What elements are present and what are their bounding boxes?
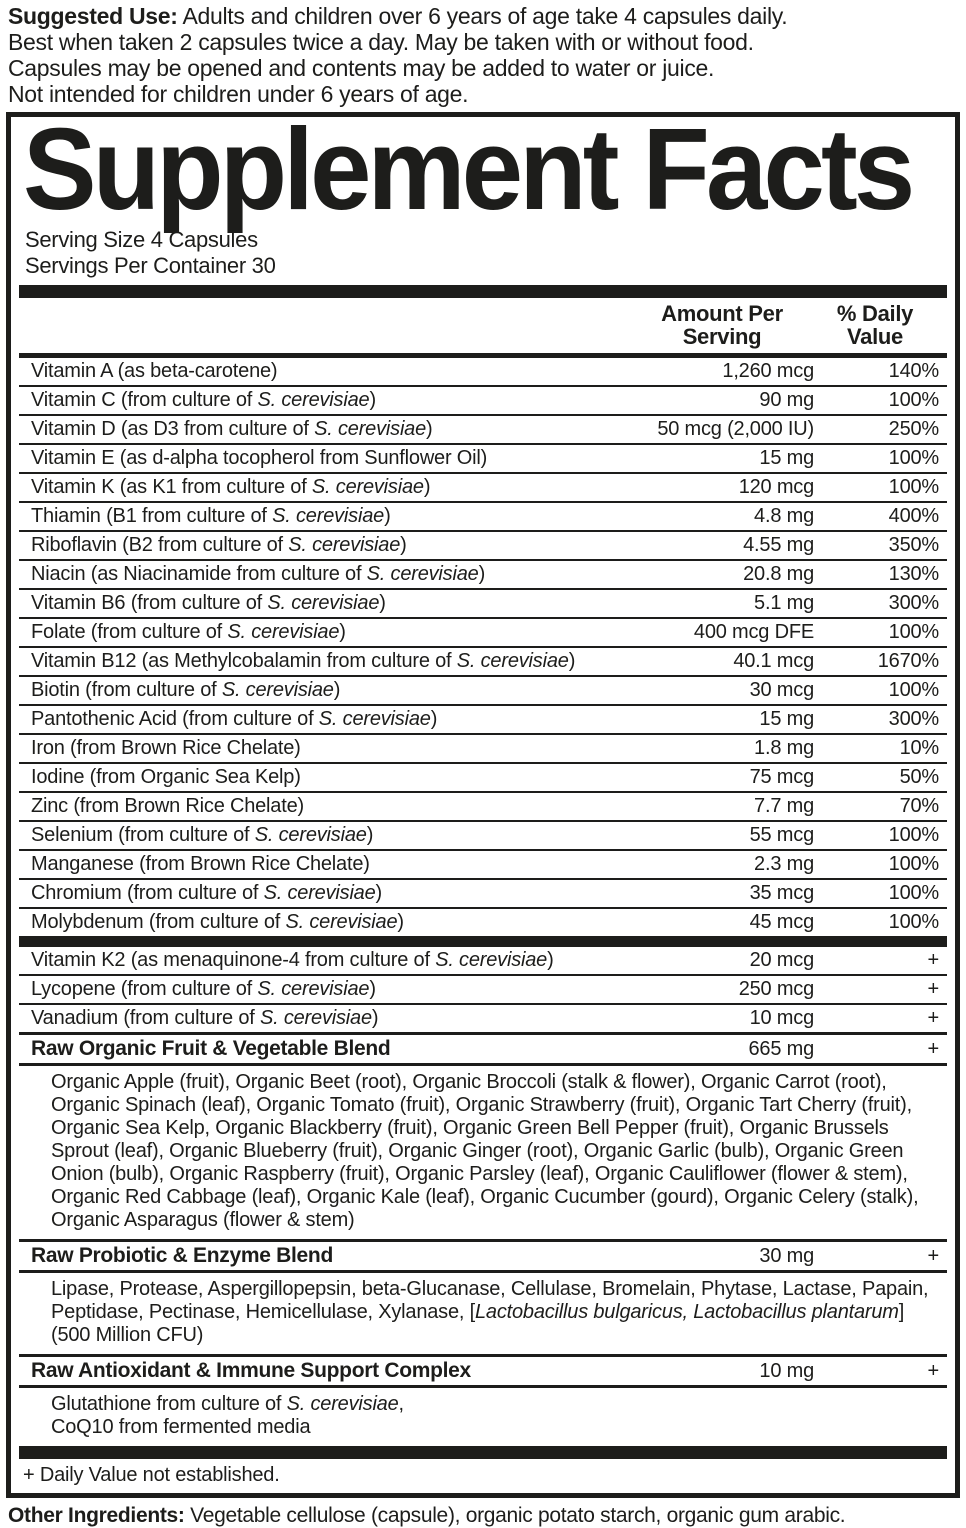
nutrient-name: Iodine (from Organic Sea Kelp) xyxy=(31,766,301,788)
nutrient-name: Chromium (from culture of S. cerevisiae) xyxy=(31,882,383,904)
nutrient-daily-value: + xyxy=(927,1360,939,1382)
nutrient-daily-value: 350% xyxy=(888,534,939,556)
nutrient-daily-value: 50% xyxy=(899,766,939,788)
nonestablished-nutrient-rows xyxy=(19,947,947,1032)
nutrient-name: Vitamin D (as D3 from culture of S. cerevisiae) xyxy=(31,418,433,440)
nutrient-daily-value: 100% xyxy=(888,853,939,875)
nutrient-row xyxy=(19,974,947,1003)
nutrient-amount: 665 mg xyxy=(748,1038,814,1060)
nutrient-name: Manganese (from Brown Rice Chelate) xyxy=(31,853,370,875)
nutrient-amount: 7.7 mg xyxy=(754,795,814,817)
nutrient-name: Raw Antioxidant & Immune Support Complex xyxy=(31,1359,471,1382)
nutrient-row xyxy=(19,385,947,414)
supplement-facts-panel xyxy=(6,104,960,1498)
nutrient-amount: 20.8 mg xyxy=(743,563,814,585)
nutrient-daily-value: 100% xyxy=(888,911,939,933)
nutrient-row xyxy=(19,472,947,501)
nutrient-name: Vitamin B12 (as Methylcobalamin from culture of S. cerevisiae) xyxy=(31,650,576,672)
blend-header-row xyxy=(19,1354,947,1385)
nutrient-name: Iron (from Brown Rice Chelate) xyxy=(31,737,301,759)
nutrient-row xyxy=(19,530,947,559)
nutrient-row xyxy=(19,733,947,762)
nutrient-amount: 15 mg xyxy=(759,447,814,469)
nutrient-daily-value: 100% xyxy=(888,621,939,643)
nutrient-amount: 2.3 mg xyxy=(754,853,814,875)
nutrient-amount: 45 mcg xyxy=(749,911,814,933)
nutrient-daily-value: 100% xyxy=(888,679,939,701)
nutrient-daily-value: + xyxy=(927,949,939,971)
nutrient-row xyxy=(19,878,947,907)
nutrient-daily-value: 100% xyxy=(888,389,939,411)
nutrient-name: Vitamin B6 (from culture of S. cerevisiae) xyxy=(31,592,386,614)
blend-ingredients: Lipase, Protease, Aspergillopepsin, beta-Glucanase, Cellulase, Bromelain, Phytase, Lactase, Papain, Peptidase, Pectinase, Hemicellulase, Xylanase, [Lactobacillus bulgaricus, Lactobacillus plantarum] (500 Million CFU) xyxy=(19,1270,947,1354)
nutrient-daily-value: 1670% xyxy=(877,650,939,672)
nutrient-amount: 40.1 mcg xyxy=(733,650,814,672)
nutrient-name: Selenium (from culture of S. cerevisiae) xyxy=(31,824,374,846)
nutrient-amount: 1.8 mg xyxy=(754,737,814,759)
nutrient-name: Zinc (from Brown Rice Chelate) xyxy=(31,795,304,817)
nutrient-name: Folate (from culture of S. cerevisiae) xyxy=(31,621,346,643)
nutrient-row xyxy=(19,947,947,974)
divider-bar-top xyxy=(19,285,947,298)
nutrient-amount: 4.8 mg xyxy=(754,505,814,527)
nutrient-row xyxy=(19,414,947,443)
nutrient-row xyxy=(19,617,947,646)
nutrient-amount: 120 mcg xyxy=(738,476,814,498)
nutrient-daily-value: 70% xyxy=(899,795,939,817)
nutrient-row xyxy=(19,907,947,936)
nutrient-name: Vitamin C (from culture of S. cerevisiae) xyxy=(31,389,376,411)
nutrient-amount: 35 mcg xyxy=(749,882,814,904)
nutrient-amount: 4.55 mg xyxy=(743,534,814,556)
nutrient-name: Pantothenic Acid (from culture of S. cerevisiae) xyxy=(31,708,438,730)
servings-per-container: Servings Per Container 30 xyxy=(25,253,276,278)
nutrient-amount: 75 mcg xyxy=(749,766,814,788)
nutrient-row xyxy=(19,704,947,733)
nutrient-row xyxy=(19,588,947,617)
divider-bar-middle xyxy=(19,936,947,947)
nutrient-daily-value: 10% xyxy=(899,737,939,759)
nutrient-row xyxy=(19,762,947,791)
nutrient-amount: 20 mcg xyxy=(749,949,814,971)
supplement-label-page xyxy=(0,3,966,1527)
panel-title: Supplement Facts xyxy=(23,104,912,234)
nutrient-name: Raw Probiotic & Enzyme Blend xyxy=(31,1244,333,1267)
blend-ingredients: Glutathione from culture of S. cerevisiae, CoQ10 from fermented media xyxy=(19,1385,947,1446)
daily-value-footnote: + Daily Value not established. xyxy=(23,1464,280,1486)
nutrient-daily-value: 100% xyxy=(888,882,939,904)
nutrient-daily-value: 140% xyxy=(888,360,939,382)
nutrient-name: Vitamin K2 (as menaquinone-4 from culture of S. cerevisiae) xyxy=(31,949,554,971)
column-headers xyxy=(19,298,947,358)
nutrient-name: Niacin (as Niacinamide from culture of S. cerevisiae) xyxy=(31,563,486,585)
nutrient-name: Biotin (from culture of S. cerevisiae) xyxy=(31,679,341,701)
nutrient-amount: 55 mcg xyxy=(749,824,814,846)
nutrient-name: Vitamin E (as d-alpha tocopherol from Sunflower Oil) xyxy=(31,447,488,469)
blend-ingredients: Organic Apple (fruit), Organic Beet (root), Organic Broccoli (stalk & flower), Organic Carrot (root), Organic Spinach (leaf), Organic Tomato (fruit), Organic Strawberry (fruit), Organic Tart Cherry (fruit), Organic Sea Kelp, Organic Blackberry (fruit), Organic Green Bell Pepper (fruit), Organic Brussels Sprout (leaf), Organic Blueberry (fruit), Organic Ginger (root), Organic Garlic (bulb), Organic Green Onion (bulb), Organic Raspberry (fruit), Organic Parsley (leaf), Organic Cauliflower (flower & stem), Organic Red Cabbage (leaf), Organic Kale (leaf), Organic Cucumber (gourd), Organic Celery (stalk), Organic Asparagus (flower & stem) xyxy=(19,1063,947,1239)
daily-value-header: % Daily Value xyxy=(836,301,914,349)
nutrient-daily-value: 100% xyxy=(888,824,939,846)
nutrient-daily-value: 250% xyxy=(888,418,939,440)
nutrient-name: Vanadium (from culture of S. cerevisiae) xyxy=(31,1007,379,1029)
nutrient-amount: 5.1 mg xyxy=(754,592,814,614)
nutrient-name: Vitamin A (as beta-carotene) xyxy=(31,360,278,382)
nutrient-daily-value: 130% xyxy=(888,563,939,585)
nutrient-name: Thiamin (B1 from culture of S. cerevisiae) xyxy=(31,505,391,527)
nutrient-row xyxy=(19,559,947,588)
nutrient-daily-value: 100% xyxy=(888,447,939,469)
nutrient-daily-value: 300% xyxy=(888,708,939,730)
nutrient-daily-value: + xyxy=(927,1007,939,1029)
nutrient-amount: 15 mg xyxy=(759,708,814,730)
nutrient-row xyxy=(19,820,947,849)
nutrient-row xyxy=(19,675,947,704)
nutrient-daily-value: 400% xyxy=(888,505,939,527)
serving-size: Serving Size 4 Capsules xyxy=(25,227,258,252)
nutrient-daily-value: 100% xyxy=(888,476,939,498)
nutrient-amount: 250 mcg xyxy=(738,978,814,1000)
nutrient-amount: 400 mcg DFE xyxy=(693,621,814,643)
nutrient-daily-value: + xyxy=(927,1245,939,1267)
nutrient-row xyxy=(19,501,947,530)
nutrient-row xyxy=(19,849,947,878)
blend-header-row xyxy=(19,1032,947,1063)
nutrient-amount: 30 mg xyxy=(759,1245,814,1267)
nutrient-amount: 10 mg xyxy=(759,1360,814,1382)
nutrient-name: Raw Organic Fruit & Vegetable Blend xyxy=(31,1037,391,1060)
suggested-use-text: Suggested Use: Adults and children over 6 years of age take 4 capsules daily. Best when taken 2 capsules twice a day. May be taken with or without food. Capsules may be opened and contents may be added to water or juice. Not intended for children under 6 years of age. xyxy=(8,3,788,107)
nutrient-row xyxy=(19,358,947,385)
other-ingredients-text: Other Ingredients: Vegetable cellulose (capsule), organic potato starch, organic gum arabic. xyxy=(8,1504,846,1527)
blend-header-row xyxy=(19,1239,947,1270)
nutrient-amount: 10 mcg xyxy=(749,1007,814,1029)
blend-sections xyxy=(19,1032,947,1446)
nutrient-amount: 50 mcg (2,000 IU) xyxy=(657,418,814,440)
nutrient-amount: 30 mcg xyxy=(749,679,814,701)
nutrient-name: Lycopene (from culture of S. cerevisiae) xyxy=(31,978,376,1000)
nutrient-amount: 1,260 mcg xyxy=(722,360,814,382)
nutrient-name: Molybdenum (from culture of S. cerevisiae) xyxy=(31,911,404,933)
nutrient-daily-value: + xyxy=(927,1038,939,1060)
nutrient-name: Riboflavin (B2 from culture of S. cerevisiae) xyxy=(31,534,407,556)
nutrient-name: Vitamin K (as K1 from culture of S. cerevisiae) xyxy=(31,476,431,498)
nutrient-row xyxy=(19,443,947,472)
nutrient-row xyxy=(19,791,947,820)
nutrient-daily-value: 300% xyxy=(888,592,939,614)
amount-per-serving-header: Amount Per Serving xyxy=(661,301,783,349)
nutrient-row xyxy=(19,646,947,675)
divider-bar-bottom xyxy=(19,1446,947,1459)
nutrient-rows xyxy=(19,358,947,936)
nutrient-daily-value: + xyxy=(927,978,939,1000)
nutrient-row xyxy=(19,1003,947,1032)
nutrient-amount: 90 mg xyxy=(759,389,814,411)
